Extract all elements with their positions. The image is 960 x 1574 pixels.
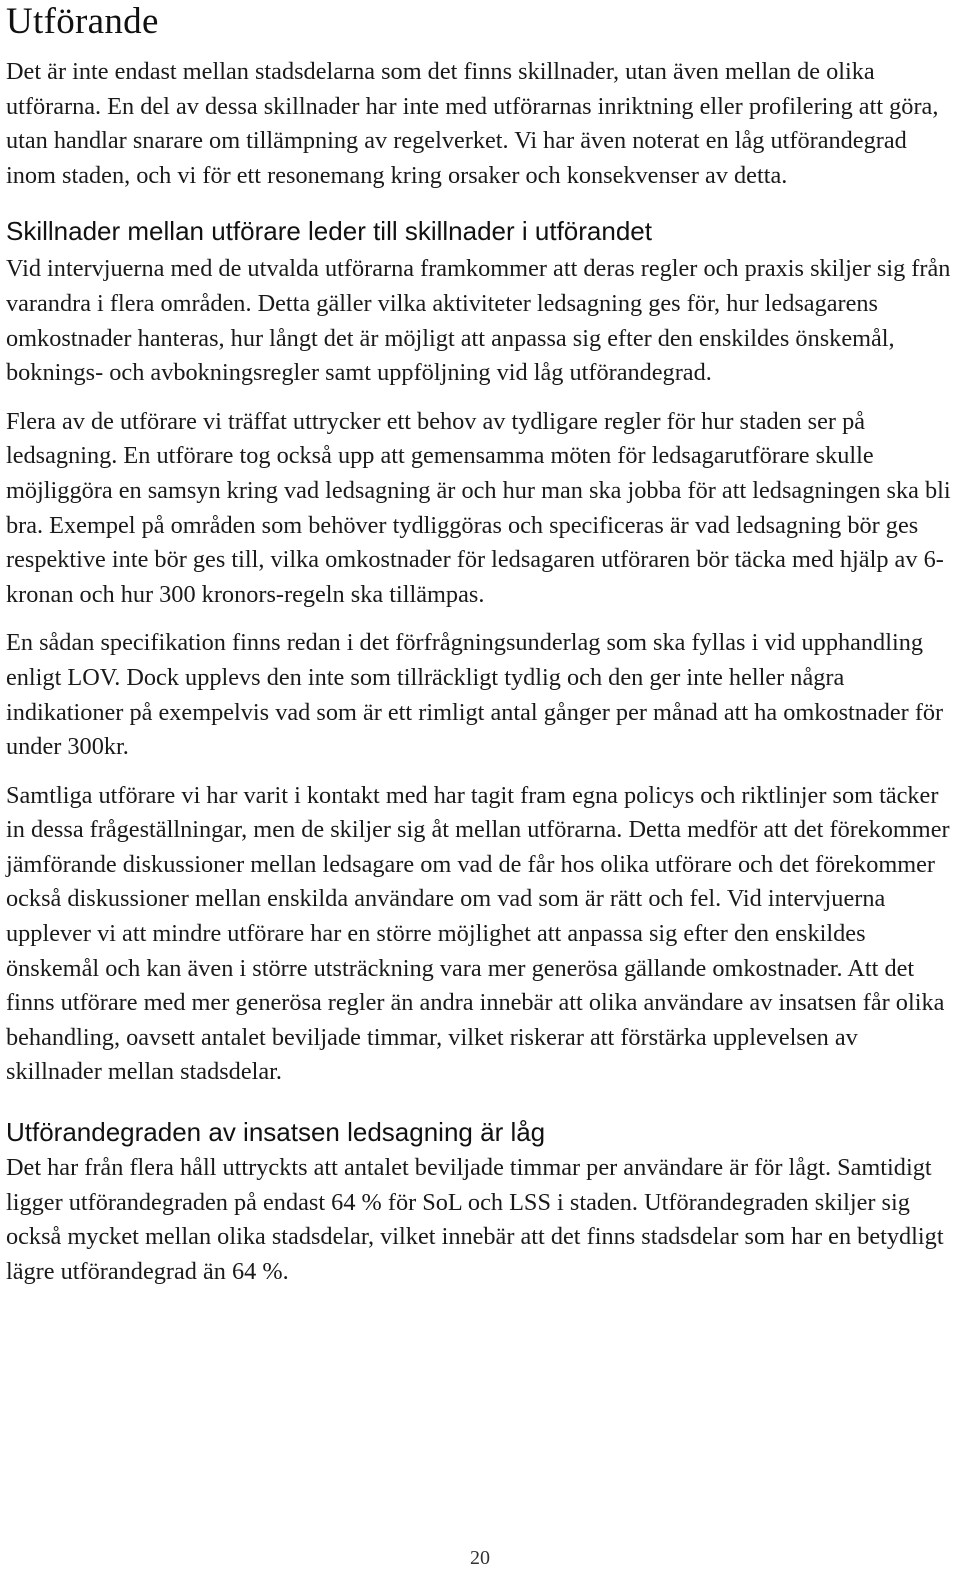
body-paragraph: Flera av de utförare vi träffat uttrycker ett behov av tydligare regler för hur staden ser på ledsagning. En utförare tog också upp att gemensamma möten för ledsagarutförare skulle möjliggöra en samsyn kring vad ledsagning är och hur man ska jobba för att ledsagningen ska bli bra. Exempel på områden som behöver tydliggöras och specificeras är vad ledsagning bör ges respektive inte bör ges till, vilka omkostnader för ledsagaren utföraren bör täcka med hjälp av 6-kronan och hur 300 kronors-regeln ska tillämpas. — [6, 407, 951, 608]
body-paragraph: Det har från flera håll uttryckts att antalet beviljade timmar per användare är för lågt. Samtidigt ligger utförandegraden på endast 64 % för SoL och LSS i staden. Utförandegraden skiljer sig också mycket mellan olika stadsdelar, vilket innebär att det finns stadsdelar som har en betydligt lägre utförandegrad än 64 %. — [6, 1154, 944, 1285]
section-heading-execution-rate: Utförandegraden av insatsen ledsagning är låg — [6, 1117, 546, 1148]
page-title: Utförande — [6, 1, 159, 42]
body-paragraph: Vid intervjuerna med de utvalda utförarna framkommer att deras regler och praxis skiljer sig från varandra i flera områden. Detta gäller vilka aktiviteter ledsagning ges för, hur ledsagarens omkostnader hanteras, hur långt det är möjligt att anpassa sig efter den enskildes önskemål, boknings- och avbokningsregler samt uppföljning vid låg utförandegrad. — [6, 255, 951, 387]
body-paragraph: Samtliga utförare vi har varit i kontakt med har tagit fram egna policys och riktlinjer som täcker in dessa frågeställningar, men de skiljer sig åt mellan utförarna. Detta medför att det förekommer jämförande diskussioner mellan ledsagare om vad de får hos olika utförare och det förekommer också diskussioner mellan enskilda användare om vad som är rätt och fel. Vid intervjuerna upplever vi att mindre utförare har en större möjlighet att anpassa sig efter den enskildes önskemål och kan även i större utsträckning vara mer generösa gällande omkostnader. Att det finns utförare med mer generösa regler än andra innebär att olika användare av insatsen får olika behandling, oavsett antalet beviljade timmar, vilket riskerar att förstärka upplevelsen av skillnader mellan stadsdelar. — [6, 781, 950, 1086]
document-page — [6, 0, 954, 1289]
section-heading-differences: Skillnader mellan utförare leder till skillnader i utförandet — [6, 216, 652, 247]
body-paragraph: En sådan specifikation finns redan i det förfrågningsunderlag som ska fyllas i vid upphandling enligt LOV. Dock upplevs den inte som tillräckligt tydlig och den ger inte heller några indikationer på exempelvis vad som är ett rimligt antal gånger per månad att ha omkostnader för under 300kr. — [6, 629, 944, 761]
intro-paragraph: Det är inte endast mellan stadsdelarna som det finns skillnader, utan även mellan de olika utförarna. En del av dessa skillnader har inte med utförarnas inriktning eller profilering att göra, utan handlar snarare om tillämpning av regelverket. Vi har även noterat en låg utförandegrad inom staden, och vi för ett resonemang kring orsaker och konsekvenser av detta. — [6, 58, 939, 189]
page-number: 20 — [470, 1547, 490, 1569]
